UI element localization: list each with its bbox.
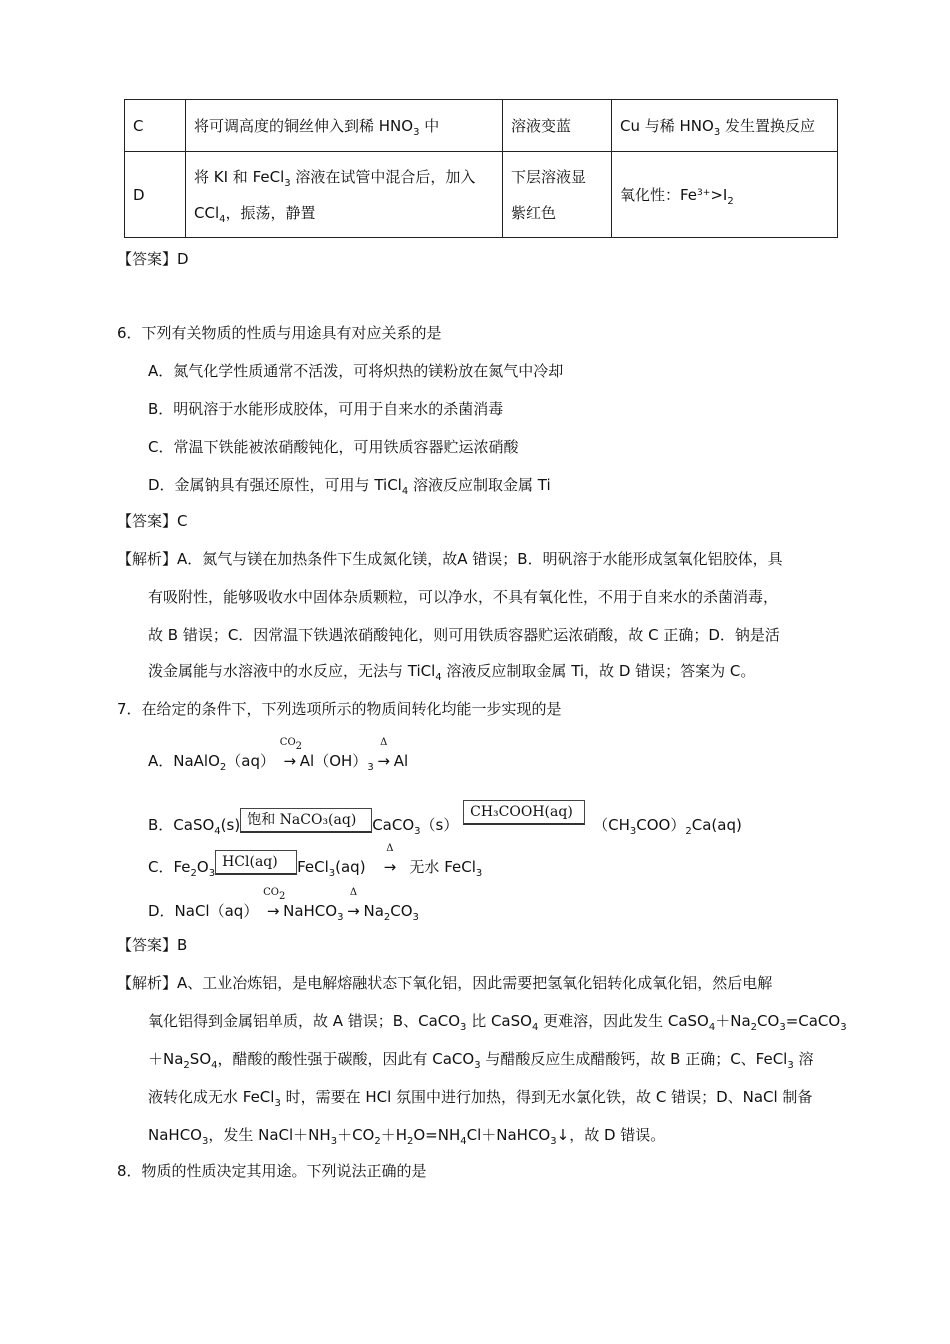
q6-analysis-line: 故 B 错误；C．因常温下铁遇浓硝酸钝化，则可用铁质容器贮运浓硝酸，故 C 正确；D．钠是活 bbox=[148, 626, 780, 644]
arrow-icon: Δ → bbox=[383, 843, 397, 876]
q6-answer: 【答案】C bbox=[117, 512, 188, 530]
q6-analysis-line: 【解析】A．氮气与镁在加热条件下生成氮化镁，故A 错误；B．明矾溶于水能形成氢氧化铝胶体，具 bbox=[117, 550, 783, 568]
q7-analysis-line: 氧化铝得到金属铝单质，故 A 错误；B、CaCO$_3$ 比 CaSO$_4$ 更难溶，因此发生 $CaSO_4+Na_2CO_3=CaCO_3$ bbox=[148, 1012, 847, 1033]
arrow-icon: $CO_2$ → bbox=[263, 887, 286, 920]
phenomenon-cell: 溶液变蓝 bbox=[503, 100, 612, 152]
operation-cell: 将 KI 和 FeCl$_3$ 溶液在试管中混合后，加入 CCl$_4$，振荡，静置 bbox=[186, 152, 503, 238]
q7-analysis-line: 【解析】A、工业冶炼铝，是电解熔融状态下氧化铝，因此需要把氢氧化铝转化成氧化铝，然后电解 bbox=[117, 974, 773, 992]
q7-answer: 【答案】B bbox=[117, 936, 188, 954]
reagent-arrow-box: HCl(aq) bbox=[215, 850, 297, 875]
table-row bbox=[125, 152, 838, 238]
reagent-arrow-box: 饱和 NaCO₃(aq) bbox=[240, 808, 372, 833]
arrow-icon: Δ → bbox=[377, 737, 390, 770]
q6-option-d: D．金属钠具有强还原性，可用与 TiCl$_4$ 溶液反应制取金属 Ti bbox=[148, 476, 551, 497]
phenomenon-cell: 下层溶液显 紫红色 bbox=[503, 152, 612, 238]
q7-option-d: D．NaCl（aq） $CO_2$ → NaHCO$_3$ Δ → $Na_2CO_3$ bbox=[148, 887, 419, 923]
row-label: D bbox=[125, 152, 186, 238]
q6-stem: 6．下列有关物质的性质与用途具有对应关系的是 bbox=[117, 324, 442, 342]
q7-option-c: C．$Fe_2O_3HCl(aq)$ FeCl$_3$(aq) Δ → 无水 FeCl$_3$ bbox=[148, 843, 483, 879]
q6-analysis-line: 泼金属能与水溶液中的水反应，无法与 TiCl$_4$ 溶液反应制取金属 Ti，故 D 错误；答案为 C。 bbox=[148, 662, 756, 683]
conclusion-cell: 氧化性：$Fe^{3+}>I_2$ bbox=[612, 152, 838, 238]
q7-option-a: A．NaAlO$_2$（aq） $CO_2$ → $Al(OH)_3$ Δ → Al bbox=[148, 737, 409, 773]
arrow-icon: $CO_2$ → bbox=[279, 737, 303, 770]
answer-5: 【答案】D bbox=[117, 250, 189, 268]
q7-analysis-line: NaHCO$_3$，发生 $NaCl+NH_3+CO_2+H_2O=NH_4Cl+NaHCO_3↓$，故 D 错误。 bbox=[148, 1126, 666, 1147]
table-row bbox=[125, 100, 838, 152]
q6-option-a: A．氮气化学性质通常不活泼，可将炽热的镁粉放在氮气中冷却 bbox=[148, 362, 564, 380]
q8-stem: 8．物质的性质决定其用途。下列说法正确的是 bbox=[117, 1162, 427, 1180]
q6-option-c: C．常温下铁能被浓硝酸钝化，可用铁质容器贮运浓硝酸 bbox=[148, 438, 519, 456]
experiment-table bbox=[124, 99, 838, 238]
arrow-icon: Δ → bbox=[347, 887, 360, 920]
q6-analysis-line: 有吸附性，能够吸收水中固体杂质颗粒，可以净水，不具有氧化性，不用于自来水的杀菌消毒， bbox=[148, 588, 779, 606]
operation-cell: 将可调高度的铜丝伸入到稀 $HNO_3$ 中 bbox=[186, 100, 503, 152]
conclusion-cell: Cu 与稀 $HNO_3$ 发生置换反应 bbox=[612, 100, 838, 152]
reagent-arrow-box: CH₃COOH(aq) bbox=[463, 800, 585, 825]
q7-stem: 7．在给定的条件下，下列选项所示的物质间转化均能一步实现的是 bbox=[117, 700, 562, 718]
q6-option-b: B．明矾溶于水能形成胶体，可用于自来水的杀菌消毒 bbox=[148, 400, 504, 418]
row-label: C bbox=[125, 100, 186, 152]
q7-analysis-line: $+Na_2SO_4$，醋酸的酸性强于碳酸，因此有 CaCO$_3$ 与醋酸反应生成醋酸钙，故 B 正确；C、FeCl$_3$ 溶 bbox=[148, 1050, 814, 1071]
q7-analysis-line: 液转化成无水 FeCl$_3$ 时，需要在 HCl 氛围中进行加热，得到无水氯化铁，故 C 错误；D、NaCl 制备 bbox=[148, 1088, 813, 1109]
q7-option-b: B．CaSO$_4$(s) 饱和 NaCO₃(aq) CaCO$_3$（s） $CH_3COOH(aq)(CH_3COO)_2Ca(aq)$ bbox=[148, 800, 742, 835]
